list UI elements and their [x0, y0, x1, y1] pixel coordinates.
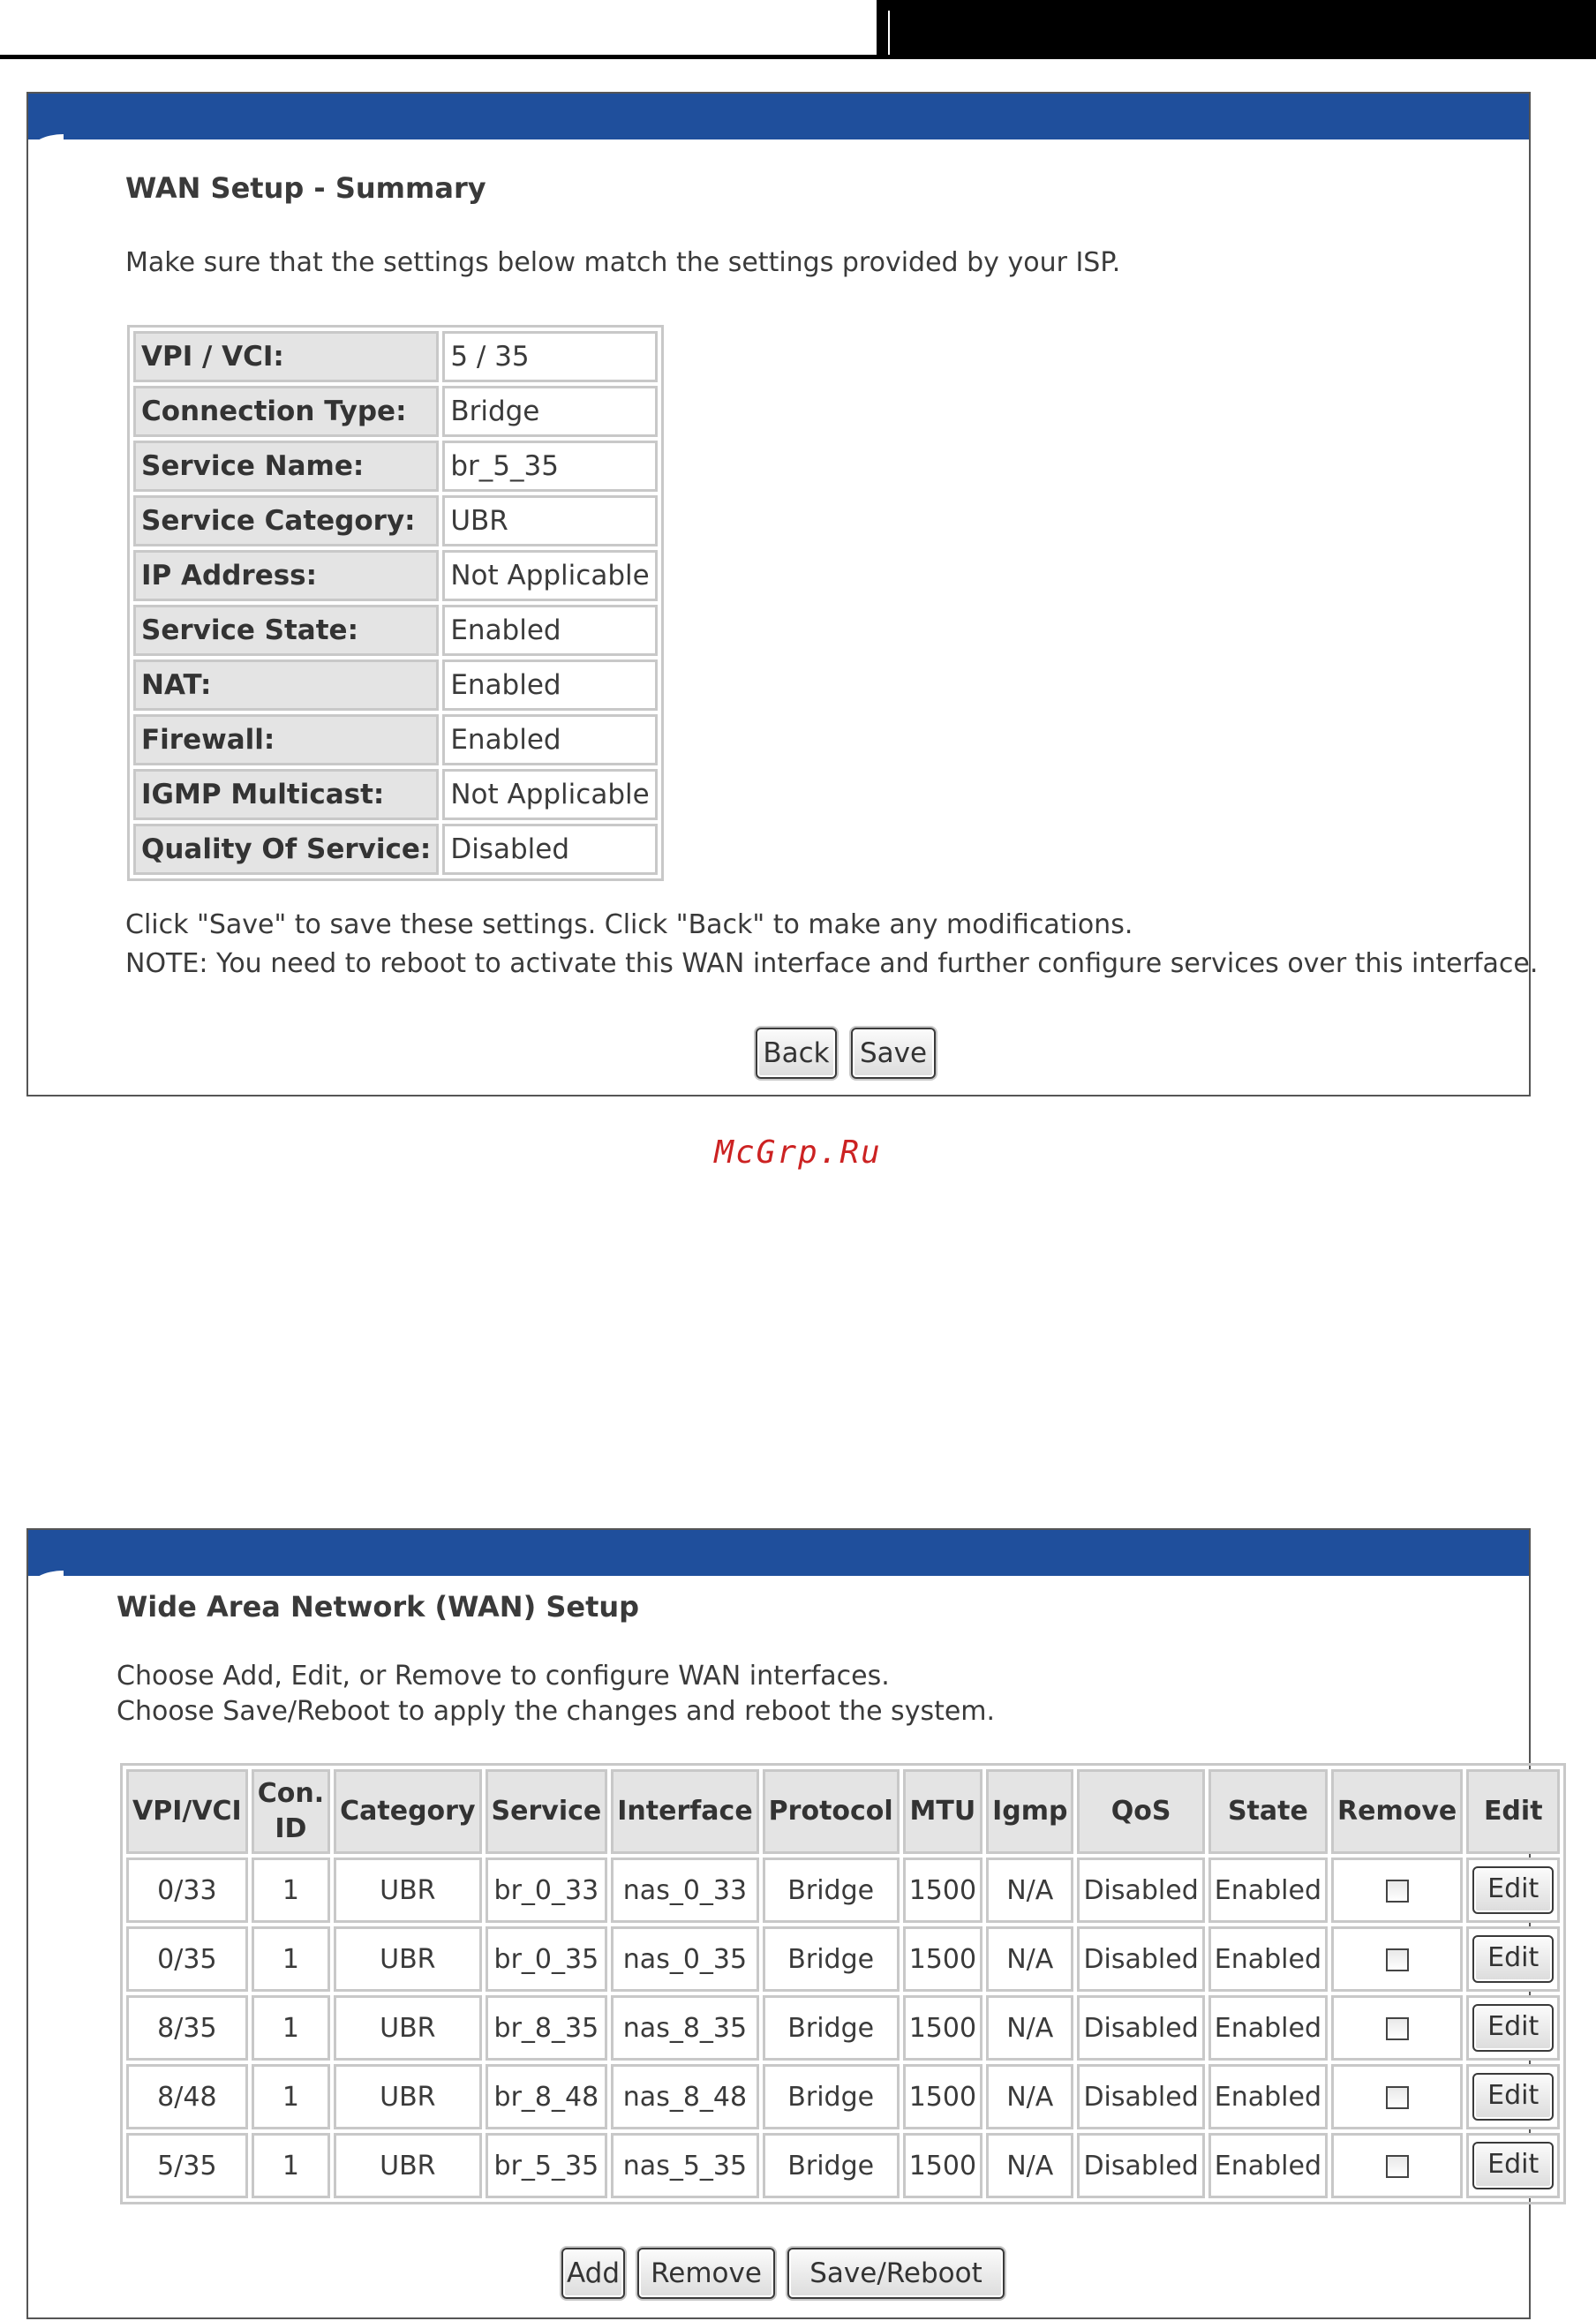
- edit-button[interactable]: Edit: [1472, 1935, 1554, 1983]
- summary-row: [133, 824, 658, 875]
- summary-value: Bridge: [442, 386, 657, 437]
- wan-instructions-2: Choose Save/Reboot to apply the changes and reboot the system.: [117, 1696, 996, 1727]
- wan-interfaces-table: [120, 1763, 1566, 2204]
- cell-vpi-vci: 0/33: [126, 1858, 248, 1923]
- page-title: WAN Setup - Summary: [125, 171, 486, 205]
- edit-button[interactable]: Edit: [1472, 2142, 1554, 2189]
- cell-protocol: Bridge: [763, 1995, 900, 2061]
- cell-con-id: 1: [252, 2133, 330, 2198]
- summary-value: Disabled: [442, 824, 657, 875]
- back-button[interactable]: Back: [756, 1028, 837, 1079]
- summary-row: [133, 659, 658, 711]
- table-row: [126, 1926, 1560, 1992]
- remove-checkbox[interactable]: [1386, 1948, 1409, 1971]
- cell-con-id: 1: [252, 1995, 330, 2061]
- summary-row: [133, 441, 658, 492]
- col-service: Service: [486, 1769, 608, 1854]
- col-interface: Interface: [611, 1769, 758, 1854]
- cell-remove: [1331, 1858, 1463, 1923]
- summary-row: [133, 769, 658, 820]
- summary-label: VPI / VCI:: [133, 331, 439, 382]
- col-con-id-line1: Con.: [257, 1778, 325, 1809]
- edit-button[interactable]: Edit: [1472, 2004, 1554, 2052]
- cell-vpi-vci: 5/35: [126, 2133, 248, 2198]
- save-instructions: Click "Save" to save these settings. Click "Back" to make any modifications.: [125, 909, 1133, 940]
- col-vpi-vci: VPI/VCI: [126, 1769, 248, 1854]
- cell-edit: [1466, 1926, 1560, 1992]
- cell-protocol: Bridge: [763, 2064, 900, 2129]
- table-header-row: [126, 1769, 1560, 1854]
- summary-row: [133, 386, 658, 437]
- cell-edit: [1466, 2064, 1560, 2129]
- cell-igmp: N/A: [986, 2064, 1073, 2129]
- summary-value: Enabled: [442, 714, 657, 765]
- col-edit: Edit: [1466, 1769, 1560, 1854]
- cell-igmp: N/A: [986, 1995, 1073, 2061]
- remove-checkbox[interactable]: [1386, 1880, 1409, 1903]
- cell-vpi-vci: 8/48: [126, 2064, 248, 2129]
- summary-row: [133, 495, 658, 546]
- watermark: McGrp.Ru: [714, 1134, 882, 1171]
- page-title: Wide Area Network (WAN) Setup: [117, 1590, 640, 1624]
- cell-qos: Disabled: [1077, 1995, 1204, 2061]
- save-button[interactable]: Save: [851, 1028, 936, 1079]
- cell-service: br_8_35: [486, 1995, 608, 2061]
- cell-con-id: 1: [252, 1926, 330, 1992]
- col-category: Category: [334, 1769, 481, 1854]
- summary-label: Quality Of Service:: [133, 824, 439, 875]
- cell-remove: [1331, 2133, 1463, 2198]
- wan-instructions-1: Choose Add, Edit, or Remove to configure WAN interfaces.: [117, 1661, 890, 1692]
- cell-igmp: N/A: [986, 1858, 1073, 1923]
- cell-state: Enabled: [1208, 1926, 1328, 1992]
- cell-qos: Disabled: [1077, 2064, 1204, 2129]
- wan-setup-panel: [26, 1528, 1543, 2319]
- cell-igmp: N/A: [986, 2133, 1073, 2198]
- cell-category: UBR: [334, 2064, 481, 2129]
- table-row: [126, 1858, 1560, 1923]
- cell-interface: nas_5_35: [611, 2133, 758, 2198]
- summary-value: Not Applicable: [442, 550, 657, 601]
- cell-vpi-vci: 8/35: [126, 1995, 248, 2061]
- col-igmp: Igmp: [986, 1769, 1073, 1854]
- panel-header-band: [28, 94, 1529, 139]
- summary-row: [133, 550, 658, 601]
- cell-service: br_5_35: [486, 2133, 608, 2198]
- summary-value: 5 / 35: [442, 331, 657, 382]
- summary-label: Service State:: [133, 605, 439, 656]
- remove-checkbox[interactable]: [1386, 2086, 1409, 2109]
- cell-protocol: Bridge: [763, 2133, 900, 2198]
- summary-label: NAT:: [133, 659, 439, 711]
- col-state: State: [1208, 1769, 1328, 1854]
- cell-edit: [1466, 1858, 1560, 1923]
- cell-vpi-vci: 0/35: [126, 1926, 248, 1992]
- summary-row: [133, 714, 658, 765]
- cell-con-id: 1: [252, 2064, 330, 2129]
- col-qos: QoS: [1077, 1769, 1204, 1854]
- cell-protocol: Bridge: [763, 1926, 900, 1992]
- remove-checkbox[interactable]: [1386, 2017, 1409, 2040]
- remove-checkbox[interactable]: [1386, 2155, 1409, 2178]
- summary-label: IP Address:: [133, 550, 439, 601]
- col-protocol: Protocol: [763, 1769, 900, 1854]
- summary-value: UBR: [442, 495, 657, 546]
- cell-service: br_0_33: [486, 1858, 608, 1923]
- reboot-note: NOTE: You need to reboot to activate this WAN interface and further configure services over this interface.: [125, 948, 1539, 979]
- summary-value: br_5_35: [442, 441, 657, 492]
- cell-qos: Disabled: [1077, 1926, 1204, 1992]
- cell-interface: nas_0_35: [611, 1926, 758, 1992]
- cell-remove: [1331, 2064, 1463, 2129]
- cell-mtu: 1500: [903, 1926, 982, 1992]
- summary-intro: Make sure that the settings below match the settings provided by your ISP.: [125, 247, 1121, 278]
- summary-row: [133, 605, 658, 656]
- remove-button[interactable]: Remove: [637, 2248, 775, 2299]
- summary-row: [133, 331, 658, 382]
- summary-label: Service Category:: [133, 495, 439, 546]
- summary-label: Connection Type:: [133, 386, 439, 437]
- cell-state: Enabled: [1208, 1995, 1328, 2061]
- cell-edit: [1466, 1995, 1560, 2061]
- cell-con-id: 1: [252, 1858, 330, 1923]
- wan-summary-panel: [26, 92, 1539, 1096]
- add-button[interactable]: Add: [561, 2248, 625, 2299]
- col-con-id-line2: ID: [275, 1813, 307, 1844]
- cell-service: br_8_48: [486, 2064, 608, 2129]
- cell-edit: [1466, 2133, 1560, 2198]
- cell-qos: Disabled: [1077, 1858, 1204, 1923]
- table-row: [126, 2064, 1560, 2129]
- cell-state: Enabled: [1208, 1858, 1328, 1923]
- save-reboot-button[interactable]: Save/Reboot: [787, 2248, 1005, 2299]
- cell-state: Enabled: [1208, 2064, 1328, 2129]
- cell-remove: [1331, 1926, 1463, 1992]
- cell-category: UBR: [334, 1926, 481, 1992]
- cell-remove: [1331, 1995, 1463, 2061]
- cell-interface: nas_8_35: [611, 1995, 758, 2061]
- cell-mtu: 1500: [903, 1858, 982, 1923]
- summary-value: Enabled: [442, 659, 657, 711]
- cell-category: UBR: [334, 1995, 481, 2061]
- summary-table: [127, 325, 664, 881]
- cell-interface: nas_8_48: [611, 2064, 758, 2129]
- cell-category: UBR: [334, 2133, 481, 2198]
- page-header-divider: [888, 11, 890, 57]
- edit-button[interactable]: Edit: [1472, 2073, 1554, 2121]
- summary-value: Not Applicable: [442, 769, 657, 820]
- cell-interface: nas_0_33: [611, 1858, 758, 1923]
- col-con-id: [252, 1769, 330, 1854]
- cell-mtu: 1500: [903, 2064, 982, 2129]
- summary-label: Firewall:: [133, 714, 439, 765]
- cell-igmp: N/A: [986, 1926, 1073, 1992]
- table-row: [126, 1995, 1560, 2061]
- table-row: [126, 2133, 1560, 2198]
- summary-label: IGMP Multicast:: [133, 769, 439, 820]
- cell-state: Enabled: [1208, 2133, 1328, 2198]
- col-remove: Remove: [1331, 1769, 1463, 1854]
- cell-service: br_0_35: [486, 1926, 608, 1992]
- page-header-rule: [0, 55, 1596, 59]
- cell-mtu: 1500: [903, 2133, 982, 2198]
- edit-button[interactable]: Edit: [1472, 1866, 1554, 1914]
- panel-header-band: [28, 1530, 1529, 1576]
- cell-mtu: 1500: [903, 1995, 982, 2061]
- page-header-box: [877, 0, 1596, 58]
- summary-value: Enabled: [442, 605, 657, 656]
- cell-protocol: Bridge: [763, 1858, 900, 1923]
- col-mtu: MTU: [903, 1769, 982, 1854]
- cell-category: UBR: [334, 1858, 481, 1923]
- summary-label: Service Name:: [133, 441, 439, 492]
- cell-qos: Disabled: [1077, 2133, 1204, 2198]
